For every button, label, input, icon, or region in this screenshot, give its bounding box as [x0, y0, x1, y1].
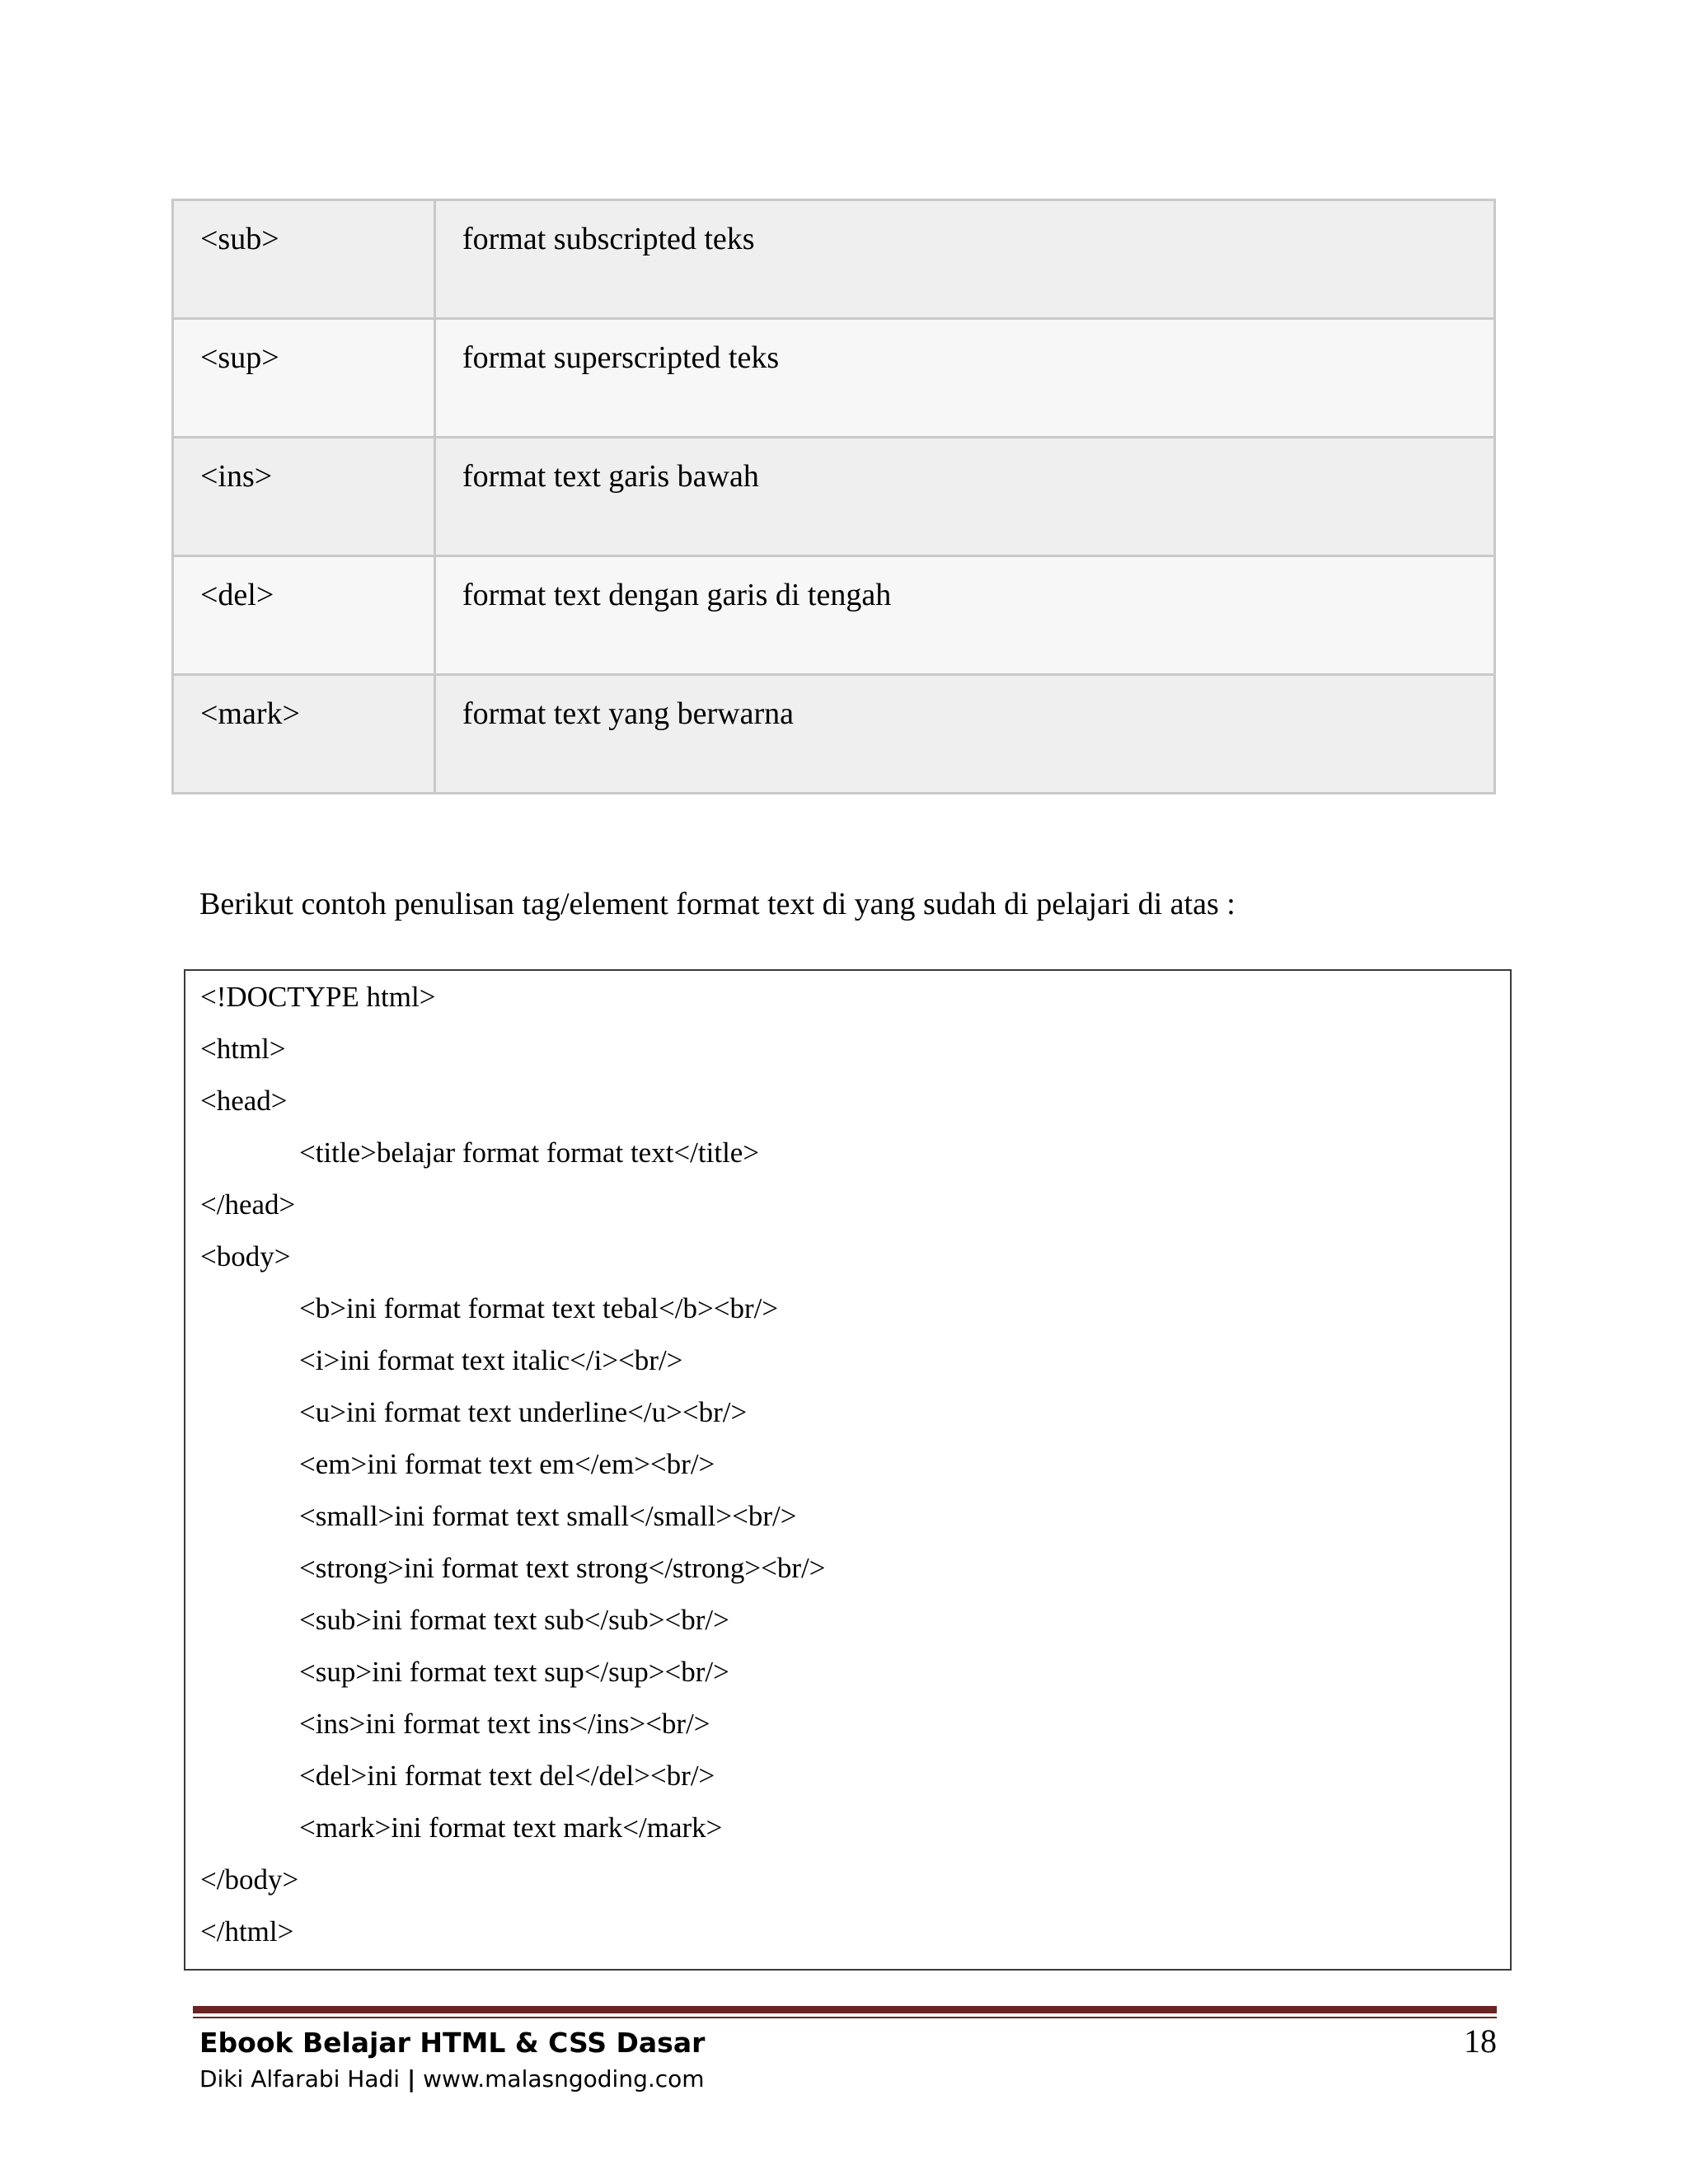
code-line: <title>belajar format format text</title> [299, 1137, 760, 1169]
code-line: <head> [200, 1085, 288, 1117]
tag-cell: <ins> [173, 438, 435, 556]
code-line: <del>ini format text del</del><br/> [299, 1760, 715, 1792]
code-line: <html> [200, 1033, 286, 1065]
footer-website: www.malasngoding.com [423, 2065, 705, 2093]
footer-divider [193, 2006, 1497, 2013]
table-row [173, 200, 1495, 319]
code-line: <strong>ini format text strong</strong><br/> [299, 1552, 826, 1584]
description-cell: format text garis bawah [435, 438, 1495, 556]
intro-paragraph: Berikut contoh penulisan tag/element format text di yang sudah di pelajari di atas : [199, 887, 1236, 921]
page-number: 18 [1464, 2022, 1497, 2060]
code-line: <sub>ini format text sub</sub><br/> [299, 1604, 729, 1636]
code-line: <u>ini format text underline</u><br/> [299, 1396, 748, 1428]
description-cell: format superscripted teks [435, 319, 1495, 438]
table-row [173, 675, 1495, 794]
tag-reference-table [171, 199, 1496, 794]
footer-separator: | [406, 2065, 416, 2093]
description-cell: format text dengan garis di tengah [435, 556, 1495, 675]
tag-cell: <mark> [173, 675, 435, 794]
code-line: <i>ini format text italic</i><br/> [299, 1344, 683, 1376]
code-line: <small>ini format text small</small><br/> [299, 1500, 797, 1532]
code-line: </head> [200, 1188, 296, 1221]
description-cell: format subscripted teks [435, 200, 1495, 319]
tag-cell: <sup> [173, 319, 435, 438]
code-line: <mark>ini format text mark</mark> [299, 1811, 723, 1844]
code-line: <em>ini format text em</em><br/> [299, 1448, 715, 1480]
code-example-box [184, 969, 1512, 1971]
table-row [173, 319, 1495, 438]
footer-book-title: Ebook Belajar HTML & CSS Dasar [199, 2027, 706, 2059]
tag-cell: <del> [173, 556, 435, 675]
description-cell: format text yang berwarna [435, 675, 1495, 794]
code-line: <b>ini format format text tebal</b><br/> [299, 1292, 779, 1324]
table-row [173, 556, 1495, 675]
code-line: </html> [200, 1915, 294, 1947]
footer-author: Diki Alfarabi Hadi [199, 2065, 401, 2093]
tag-cell: <sub> [173, 200, 435, 319]
code-line: <body> [200, 1240, 291, 1272]
code-line: </body> [200, 1863, 299, 1896]
code-line: <ins>ini format text ins</ins><br/> [299, 1708, 710, 1740]
footer-divider [193, 2017, 1497, 2018]
code-line: <!DOCTYPE html> [200, 981, 436, 1013]
code-line: <sup>ini format text sup</sup><br/> [299, 1656, 729, 1688]
table-row [173, 438, 1495, 556]
footer-author-line [199, 2064, 705, 2094]
